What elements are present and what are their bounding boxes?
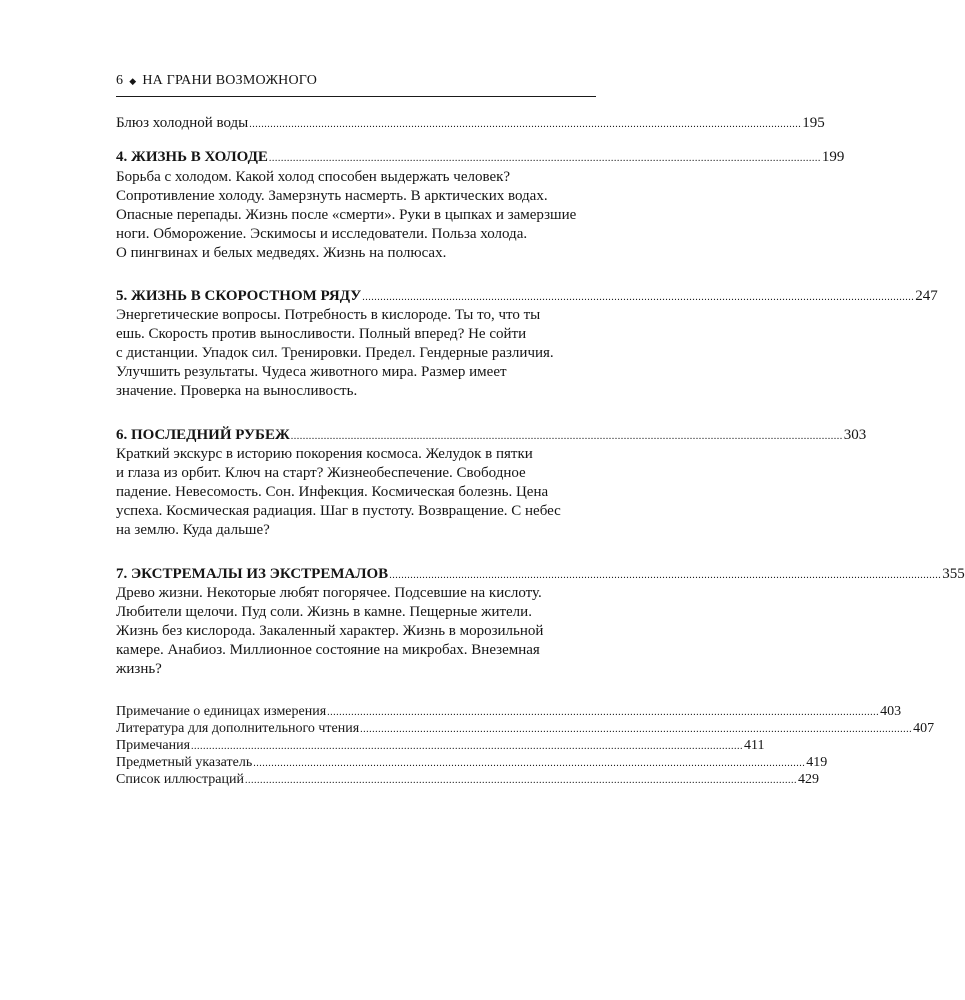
toc-entry-title: Список иллюстраций xyxy=(116,772,244,787)
description-line: Жизнь без кислорода. Закаленный характер. Жизнь в морозильной xyxy=(116,623,544,639)
dot-leader: ........................................................................................................................................................................................ xyxy=(191,741,744,752)
description-line: жизнь? xyxy=(116,661,162,677)
description-line: ноги. Обморожение. Эскимосы и исследователи. Польза холода. xyxy=(116,226,528,242)
dot-leader: ........................................................................................................................................................................................ xyxy=(389,570,942,581)
description-line: Любители щелочи. Пуд соли. Жизнь в камне. Пещерные жители. xyxy=(116,604,532,620)
chapter-4-description xyxy=(116,168,600,263)
running-title: НА ГРАНИ ВОЗМОЖНОГО xyxy=(142,73,318,88)
toc-entry-title: Предметный указатель xyxy=(116,755,253,770)
toc-entry-top[interactable] xyxy=(116,114,825,134)
page-number: 6 xyxy=(116,73,124,88)
toc-chapter-6[interactable] xyxy=(116,426,867,446)
description-line: Древо жизни. Некоторые любят погорячее. Подсевшие на кислоту. xyxy=(116,585,542,601)
toc-back-matter-entry[interactable] xyxy=(116,737,765,755)
toc-entry-page: 407 xyxy=(913,721,935,736)
dot-leader: ........................................................................................................................................................................................ xyxy=(253,758,806,769)
description-line: ешь. Скорость против выносливости. Полный вперед? Не сойти xyxy=(116,326,527,342)
toc-entry-title: Литература для дополнительного чтения xyxy=(116,721,360,736)
description-line: падение. Невесомость. Сон. Инфекция. Космическая болезнь. Цена xyxy=(116,484,549,500)
toc-entry-page: 403 xyxy=(880,704,902,719)
description-line: успеха. Космическая радиация. Шаг в пустоту. Возвращение. С небес xyxy=(116,503,561,519)
chapter-title: 5. ЖИЗНЬ В СКОРОСТНОМ РЯДУ xyxy=(116,288,362,304)
dot-leader: ........................................................................................................................................................................................ xyxy=(362,292,915,303)
toc-entry-page: 429 xyxy=(797,772,819,787)
toc-entry-page: 419 xyxy=(806,755,828,770)
running-header xyxy=(116,71,596,91)
diamond-icon: ◆ xyxy=(129,76,137,86)
chapter-page: 303 xyxy=(843,427,867,443)
dot-leader: ........................................................................................................................................................................................ xyxy=(360,724,913,735)
toc-chapter-7[interactable] xyxy=(116,565,965,585)
toc-entry-page: 195 xyxy=(802,115,825,131)
toc-chapter-5[interactable] xyxy=(116,287,938,307)
description-line: О пингвинах и белых медведях. Жизнь на полюсах. xyxy=(116,245,447,261)
description-line: Энергетические вопросы. Потребность в кислороде. Ты то, что ты xyxy=(116,307,541,323)
description-line: и глаза из орбит. Ключ на старт? Жизнеобеспечение. Свободное xyxy=(116,465,526,481)
dot-leader: ........................................................................................................................................................................................ xyxy=(249,119,802,130)
chapter-7-description xyxy=(116,584,600,679)
chapter-6-description xyxy=(116,445,600,540)
description-line: с дистанции. Упадок сил. Тренировки. Предел. Гендерные различия. xyxy=(116,345,554,361)
toc-entry-page: 411 xyxy=(744,738,765,753)
description-line: камере. Анабиоз. Миллионное состояние на микробах. Внеземная xyxy=(116,642,540,658)
chapter-page: 355 xyxy=(942,566,965,582)
chapter-title: 7. ЭКСТРЕМАЛЫ ИЗ ЭКСТРЕМАЛОВ xyxy=(116,566,389,582)
toc-entry-title: Блюз холодной воды xyxy=(116,115,249,131)
toc-back-matter-entry[interactable] xyxy=(116,703,902,721)
toc-back-matter-entry[interactable] xyxy=(116,754,828,772)
toc-back-matter-entry[interactable] xyxy=(116,771,819,789)
dot-leader: ........................................................................................................................................................................................ xyxy=(244,775,797,786)
dot-leader: ........................................................................................................................................................................................ xyxy=(327,707,880,718)
toc-chapter-4[interactable] xyxy=(116,148,845,168)
chapter-page: 247 xyxy=(915,288,938,304)
chapter-page: 199 xyxy=(821,149,845,165)
description-line: Опасные перепады. Жизнь после «смерти». Руки в цыпках и замерзшие xyxy=(116,207,577,223)
chapter-title: 4. ЖИЗНЬ В ХОЛОДЕ xyxy=(116,149,268,165)
dot-leader: ........................................................................................................................................................................................ xyxy=(268,153,821,164)
toc-entry-title: Примечания xyxy=(116,738,191,753)
toc-back-matter-entry[interactable] xyxy=(116,720,935,738)
toc-entry-title: Примечание о единицах измерения xyxy=(116,704,327,719)
description-line: на землю. Куда дальше? xyxy=(116,522,270,538)
dot-leader: ........................................................................................................................................................................................ xyxy=(290,431,843,442)
description-line: Улучшить результаты. Чудеса животного мира. Размер имеет xyxy=(116,364,507,380)
description-line: Борьба с холодом. Какой холод способен выдержать человек? xyxy=(116,169,511,185)
description-line: значение. Проверка на выносливость. xyxy=(116,383,358,399)
chapter-title: 6. ПОСЛЕДНИЙ РУБЕЖ xyxy=(116,427,290,443)
chapter-5-description xyxy=(116,306,600,401)
header-rule xyxy=(116,96,596,97)
description-line: Сопротивление холоду. Замерзнуть насмерть. В арктических водах. xyxy=(116,188,548,204)
description-line: Краткий экскурс в историю покорения космоса. Желудок в пятки xyxy=(116,446,533,462)
